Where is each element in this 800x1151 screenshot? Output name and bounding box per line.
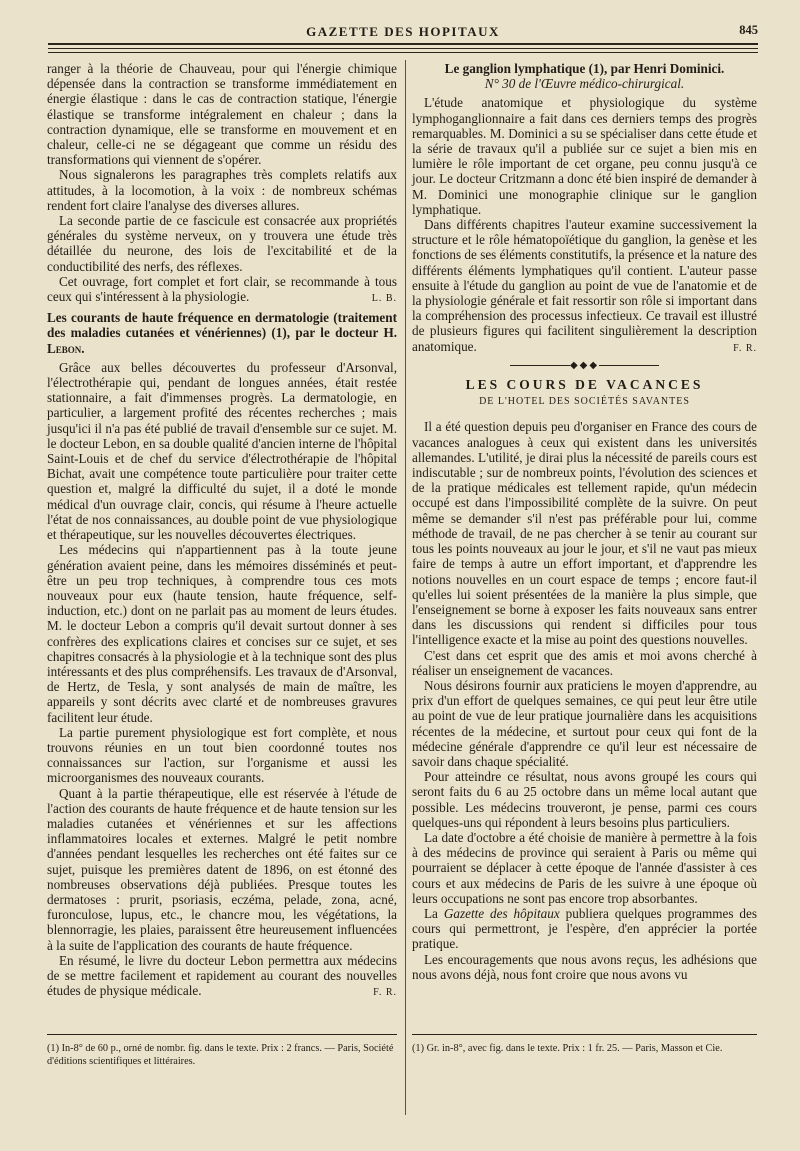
journal-name: Gazette des hôpitaux xyxy=(443,905,560,921)
paragraph-text: publiera quelques programmes des cours qui permettront, je l'espère, d'en apprécier la portée pratique. xyxy=(412,905,757,952)
section-ornament: ◆◆◆ xyxy=(412,358,757,373)
left-column xyxy=(47,61,397,1000)
signature: F. R. xyxy=(733,342,757,354)
paragraph: Grâce aux belles découvertes du professeur d'Arsonval, l'électrothérapie qui, pendant de longues années, était restée stationnaire, a fait d'immenses progrès. La dermatologie, en particulier, a largement profité des récentes recherches ; mais jusqu'ici il n'a pas été publié de travail d'ensemble sur ce sujet. M. le docteur Lebon, en sa double qualité d'ancien interne de l'hôpital Saint-Louis et de chef du service d'électrothérapie de l'hôpital Bichat, avait une compétence toute particulière pour traiter cette question et, malgré la difficulté du sujet, il a doté le monde médical d'un ouvrage clair, concis, qui résume à l'heure actuelle l'état de nos connaissances, au double point de vue physiologique et thérapeutique, sur les nouvelles découvertes électriques. xyxy=(47,359,397,543)
header-rule-thin xyxy=(48,48,758,49)
column-divider xyxy=(405,60,406,1115)
review-title: Les courants de haute fréquence en dermatologie (traitement des maladies cutanées et vénériennes) (1), par le docteur xyxy=(47,310,397,341)
paragraph: Les encouragements que nous avons reçus, les adhésions que nous avons déjà, nous font croire que nous avons vu xyxy=(412,951,757,982)
section-title: LES COURS DE VACANCES xyxy=(465,377,704,393)
paragraph: L'étude anatomique et physiologique du système lymphoganglionnaire a fait dans ces derniers temps des progrès remarquables. M. Dominici a su se spécialiser dans cette étude et la série de travaux qu'il a publiée sur ce sujet a bien mis en lumière le rôle important de cet organe, peu connu jusqu'à ce jour. Le docteur Critzmann a donc été bien inspiré de demander à M. Dominici une monographie clinique sur le ganglion lymphatique. xyxy=(412,95,757,217)
paragraph xyxy=(412,906,757,952)
page-number: 845 xyxy=(739,23,758,37)
paragraph: La seconde partie de ce fascicule est consacrée aux propriétés générales du système nerveux, on y trouvera une étude très détaillée du neurone, des lois de l'excitabilité et de la conductibilité des nerfs, des réflexes. xyxy=(47,213,397,274)
review-heading xyxy=(47,310,397,356)
header-rule xyxy=(48,43,758,45)
right-column xyxy=(412,61,757,982)
ornament-line xyxy=(510,365,570,366)
paragraph-text: Cet ouvrage, fort complet et fort clair, se recommande à tous ceux qui s'intéressent à la physiologie. xyxy=(47,273,397,305)
paragraph: La date d'octobre a été choisie de manière à permettre à la fois à des médecins de province qui seraient à Paris ou même qui pourraient se déplacer à cette époque de l'année d'assister à ces cours et aux médecins de Paris de les suivre à une époque où leurs occupations ne sont pas encore trop absorbantes. xyxy=(412,829,757,906)
page-header xyxy=(48,20,758,42)
paragraph xyxy=(47,953,397,999)
ornament-line xyxy=(599,365,659,366)
header-rule-thin-2 xyxy=(48,52,758,53)
review-heading: Le ganglion lymphatique (1), par Henri Dominici. xyxy=(444,61,725,76)
paragraph: Les médecins qui n'appartiennent pas à la toute jeune génération avaient peine, dans les mémoires disséminés et peut-être un peu trop techniques, à comprendre tous ces mots nouveaux pour eux (haute tension, haute fréquence, self-induction, etc.) dont on ne parlait pas au moment de leurs études. M. le docteur Lebon a compris qu'il devait surtout donner à ses confrères des explications claires et concises sur ce sujet, et ses chapitres consacrés à la physiologie et à la technique sont des plus intéressants et des plus compréhensifs. Les travaux de d'Arsonval, de Hertz, de Tesla, y sont analysés de main de maître, les appareils y sont décrits avec clarté et de nombreuses gravures facilitent leur étude. xyxy=(47,542,397,725)
paragraph-text: La xyxy=(424,905,444,921)
footnote-rule xyxy=(412,1034,757,1035)
paragraph: C'est dans cet esprit que des amis et moi avons cherché à réaliser un enseignement de vacances. xyxy=(412,647,757,678)
paragraph-text: En résumé, le livre du docteur Lebon permettra aux médecins de se mettre facilement et rapidement au courant des nouvelles études de physique médicale. xyxy=(47,952,397,999)
signature: F. R. xyxy=(373,987,397,999)
paragraph: Quant à la partie thérapeutique, elle est réservée à l'étude de l'action des courants de haute fréquence et de haute tension sur les maladies cutanées et vénériennes et sur les affections inflammatoires locales et externes. Malgré le petit nombre d'années pendant lesquelles les recherches ont été faites sur ce sujet, puisque les premières datent de 1896, on est étonné des nombreuses observations déjà publiées. Presque toutes les dermatoses : prurit, psoriasis, eczéma, pelade, zona, acné, furonculose, lupus, etc., le chancre mou, les végétations, la blennorragie, les plaies, paraissent être heureusement influencées à la suite de l'application des courants de haute fréquence. xyxy=(47,785,397,953)
signature: L. B. xyxy=(371,293,397,305)
footnote: (1) Gr. in-8°, avec fig. dans le texte. Prix : 1 fr. 25. — Paris, Masson et Cie. xyxy=(412,1043,723,1054)
footnote: (1) In-8° de 60 p., orné de nombr. fig. dans le texte. Prix : 2 francs. — Paris, Société d'éditions scientifiques et littéraires. xyxy=(47,1043,394,1067)
paragraph-text: Dans différents chapitres l'auteur examine successivement la structure et le rôle hématopoïétique du ganglion, la genèse et les fonctions de ses éléments constitutifs, la présence et la nature des différents éléments lymphatiques qu'il contient. L'auteur passe ensuite à l'étude du ganglion au point de vue de l'anatomie et de la physiologie générale et fait ressortir son rôle si important dans la compréhension des processus infectieux. Ce travail est illustré de plusieurs figures qui facilitent singulièrement la description anatomique. xyxy=(412,217,757,354)
review-subheading: N° 30 de l'Œuvre médico-chirurgical. xyxy=(484,76,685,92)
paragraph: Il a été question depuis peu d'organiser en France des cours de vacances analogues à ceux qui existent dans les universités allemandes. L'utilité, je dirai plus la nécessité de pareils cours est indiscutable ; sur de nombreux points, l'évolution des sciences et de la pratique médicales est tellement rapide, qu'un médecin occupé est dans l'impossibilité complète de la suivre. On peut même se demander s'il n'est pas préférable pour lui, comme méthode de travail, de ne pas chercher à se tenir au courant sur tous les points nouveaux au jour le jour, et s'il ne vaut pas mieux faire de temps à autre un effort important, et d'apprendre les notions nouvelles en un court espace de temps ; encore faut-il qu'elles lui soient présentées de la manière la plus simple, que l'enseignement se borne à exposer les faits nouveaux sans entrer dans les discussions qui rendent si difficiles pour tous l'intelligence exacte et la mise au point des questions nouvelles. xyxy=(412,419,757,648)
paragraph: Nous signalerons les paragraphes très complets relatifs aux attitudes, à la locomotion, à la voix : de nombreux schémas rendent fort claire l'analyse des diverses allures. xyxy=(47,167,397,213)
journal-title: GAZETTE DES HOPITAUX xyxy=(306,24,500,39)
footnote-rule xyxy=(47,1034,397,1035)
paragraph: Nous désirons fournir aux praticiens le moyen d'apprendre, au prix d'un effort de quelques semaines, ce qui peut leur être utile au point de vue de leur pratique journalière dans les acquisitions récentes de la médecine, et surtout pour ceux qui font de la médecine générale d'apprendre ce qu'il leur est nécessaire de savoir dans chaque spécialité. xyxy=(412,677,757,769)
paragraph xyxy=(47,274,397,304)
review-author: H. Lebon. xyxy=(47,325,397,356)
paragraph: La partie purement physiologique est fort complète, et nous trouvons réunies en un tout bien coordonné toutes nos connaissances sur l'action, sur l'organisme et aussi les microorganismes des nouveaux courants. xyxy=(47,724,397,786)
section-subtitle: DE L'HOTEL DES SOCIÉTÉS SAVANTES xyxy=(479,396,690,408)
paragraph: Pour atteindre ce résultat, nous avons groupé les cours qui seront faits du 6 au 25 octobre dans un même local autant que possible. Les médecins trouveront, je pense, parmi ces cours quelques-uns qui répondent à leurs besoins plus particuliers. xyxy=(412,769,757,830)
paragraph xyxy=(412,217,757,354)
paragraph: ranger à la théorie de Chauveau, pour qui l'énergie chimique dépensée dans la contraction se transforme immédiatement en énergie élastique : dans le cas de contraction statique, l'énergie élastique se transforme intégralement en chaleur ; dans la contraction dynamique, elle se transforme en mouvement et en chaleur, celle-ci ne se dégageant que comme un résidu des transformations qui viennent de s'opérer. xyxy=(47,61,397,168)
